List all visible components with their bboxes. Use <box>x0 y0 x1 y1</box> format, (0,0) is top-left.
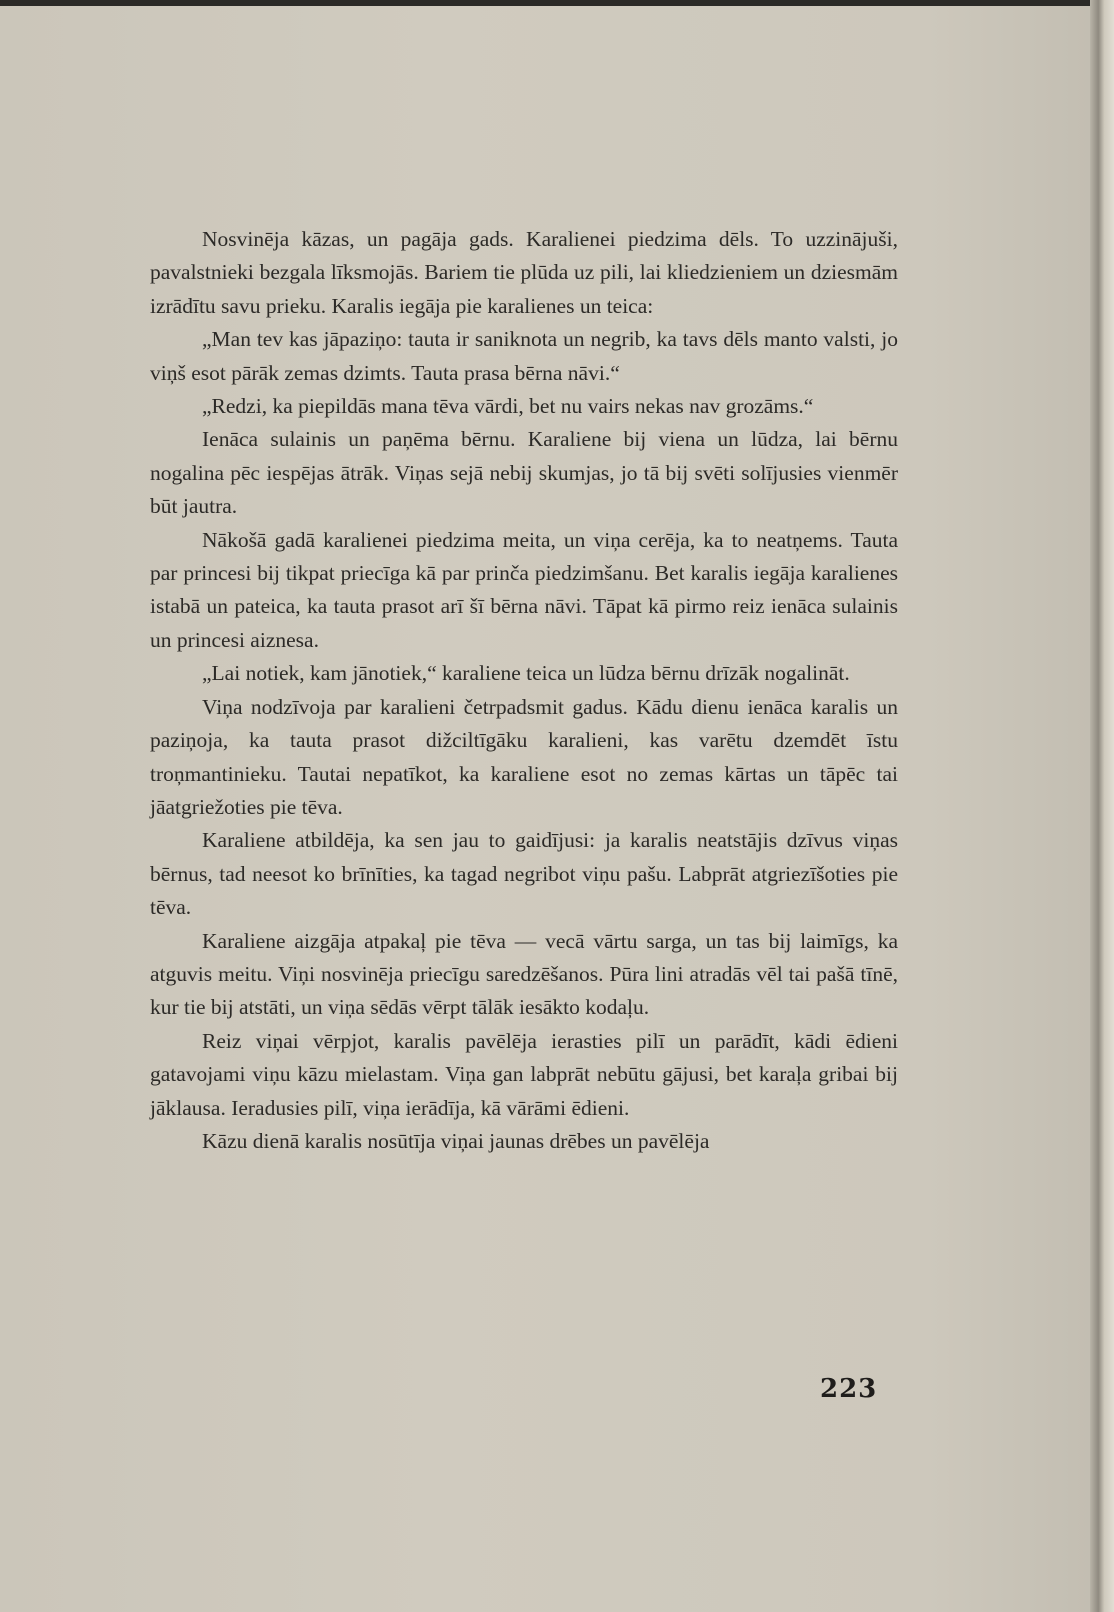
paragraph: „Man tev kas jāpaziņo: tauta ir saniknota un negrib, ka tavs dēls manto valsti, jo viņš esot pārāk zemas dzimts. Tauta prasa bērna nāvi.“ <box>150 327 898 385</box>
book-spine <box>1090 0 1114 1612</box>
paragraph: Viņa nodzīvoja par karalieni četrpadsmit gadus. Kādu dienu ienāca karalis un paziņoja, ka tauta prasot dižciltīgāku karalieni, kas varētu dzemdēt īstu troņmantinieku. Tautai nepatīkot, ka karaliene esot no zemas kārtas un tāpēc tai jāatgriežoties pie tēva. <box>150 694 898 819</box>
paragraph: „Redzi, ka piepildās mana tēva vārdi, bet nu vairs nekas nav grozāms.“ <box>202 394 814 419</box>
paragraph: „Lai notiek, kam jānotiek,“ karaliene teica un lūdza bērnu drīzāk nogalināt. <box>202 661 850 686</box>
paragraph: Kāzu dienā karalis nosūtīja viņai jaunas drēbes un pavēlēja <box>202 1128 710 1153</box>
page-text <box>150 223 898 1158</box>
paragraph: Reiz viņai vērpjot, karalis pavēlēja ierasties pilī un parādīt, kādi ēdieni gatavojami viņu kāzu mielastam. Viņa gan labprāt nebūtu gājusi, bet karaļa gribai bij jāklausa. Ieradusies pilī, viņa ierādīja, kā vārāmi ēdieni. <box>150 1028 898 1120</box>
paragraph: Ienāca sulainis un paņēma bērnu. Karaliene bij viena un lūdza, lai bērnu nogalina pēc iespējas ātrāk. Viņas sejā nebij skumjas, jo tā bij svēti solījusies vienmēr būt jautra. <box>150 427 898 519</box>
paragraph: Nosvinēja kāzas, un pagāja gads. Karalienei piedzima dēls. To uzzinājuši, pavalstnieki bezgala līksmojās. Bariem tie plūda uz pili, lai kliedzieniem un dziesmām izrādītu savu prieku. Karalis iegāja pie karalienes un teica: <box>150 227 898 318</box>
page-number: 223 <box>820 1374 878 1404</box>
paragraph: Karaliene atbildēja, ka sen jau to gaidījusi: ja karalis neatstājis dzīvus viņas bērnus, tad neesot ko brīnīties, ka tagad negribot viņu pašu. Labprāt atgriezīšoties pie tēva. <box>150 828 898 920</box>
paragraph: Nākošā gadā karalienei piedzima meita, un viņa cerēja, ka to neatņems. Tauta par princesi bij tikpat priecīga kā par prinča piedzimšanu. Bet karalis iegāja karalienes istabā un pateica, ka tauta prasot arī šī bērna nāvi. Tāpat kā pirmo reiz ienāca sulainis un princesi aiznesa. <box>150 527 898 652</box>
paragraph: Karaliene aizgāja atpakaļ pie tēva — vecā vārtu sarga, un tas bij laimīgs, ka atguvis meitu. Viņi nosvinēja priecīgu saredzēšanos. Pūra lini atradās vēl tai pašā tīnē, kur tie bij atstāti, un viņa sēdās vērpt tālāk iesākto kodaļu. <box>150 928 898 1020</box>
